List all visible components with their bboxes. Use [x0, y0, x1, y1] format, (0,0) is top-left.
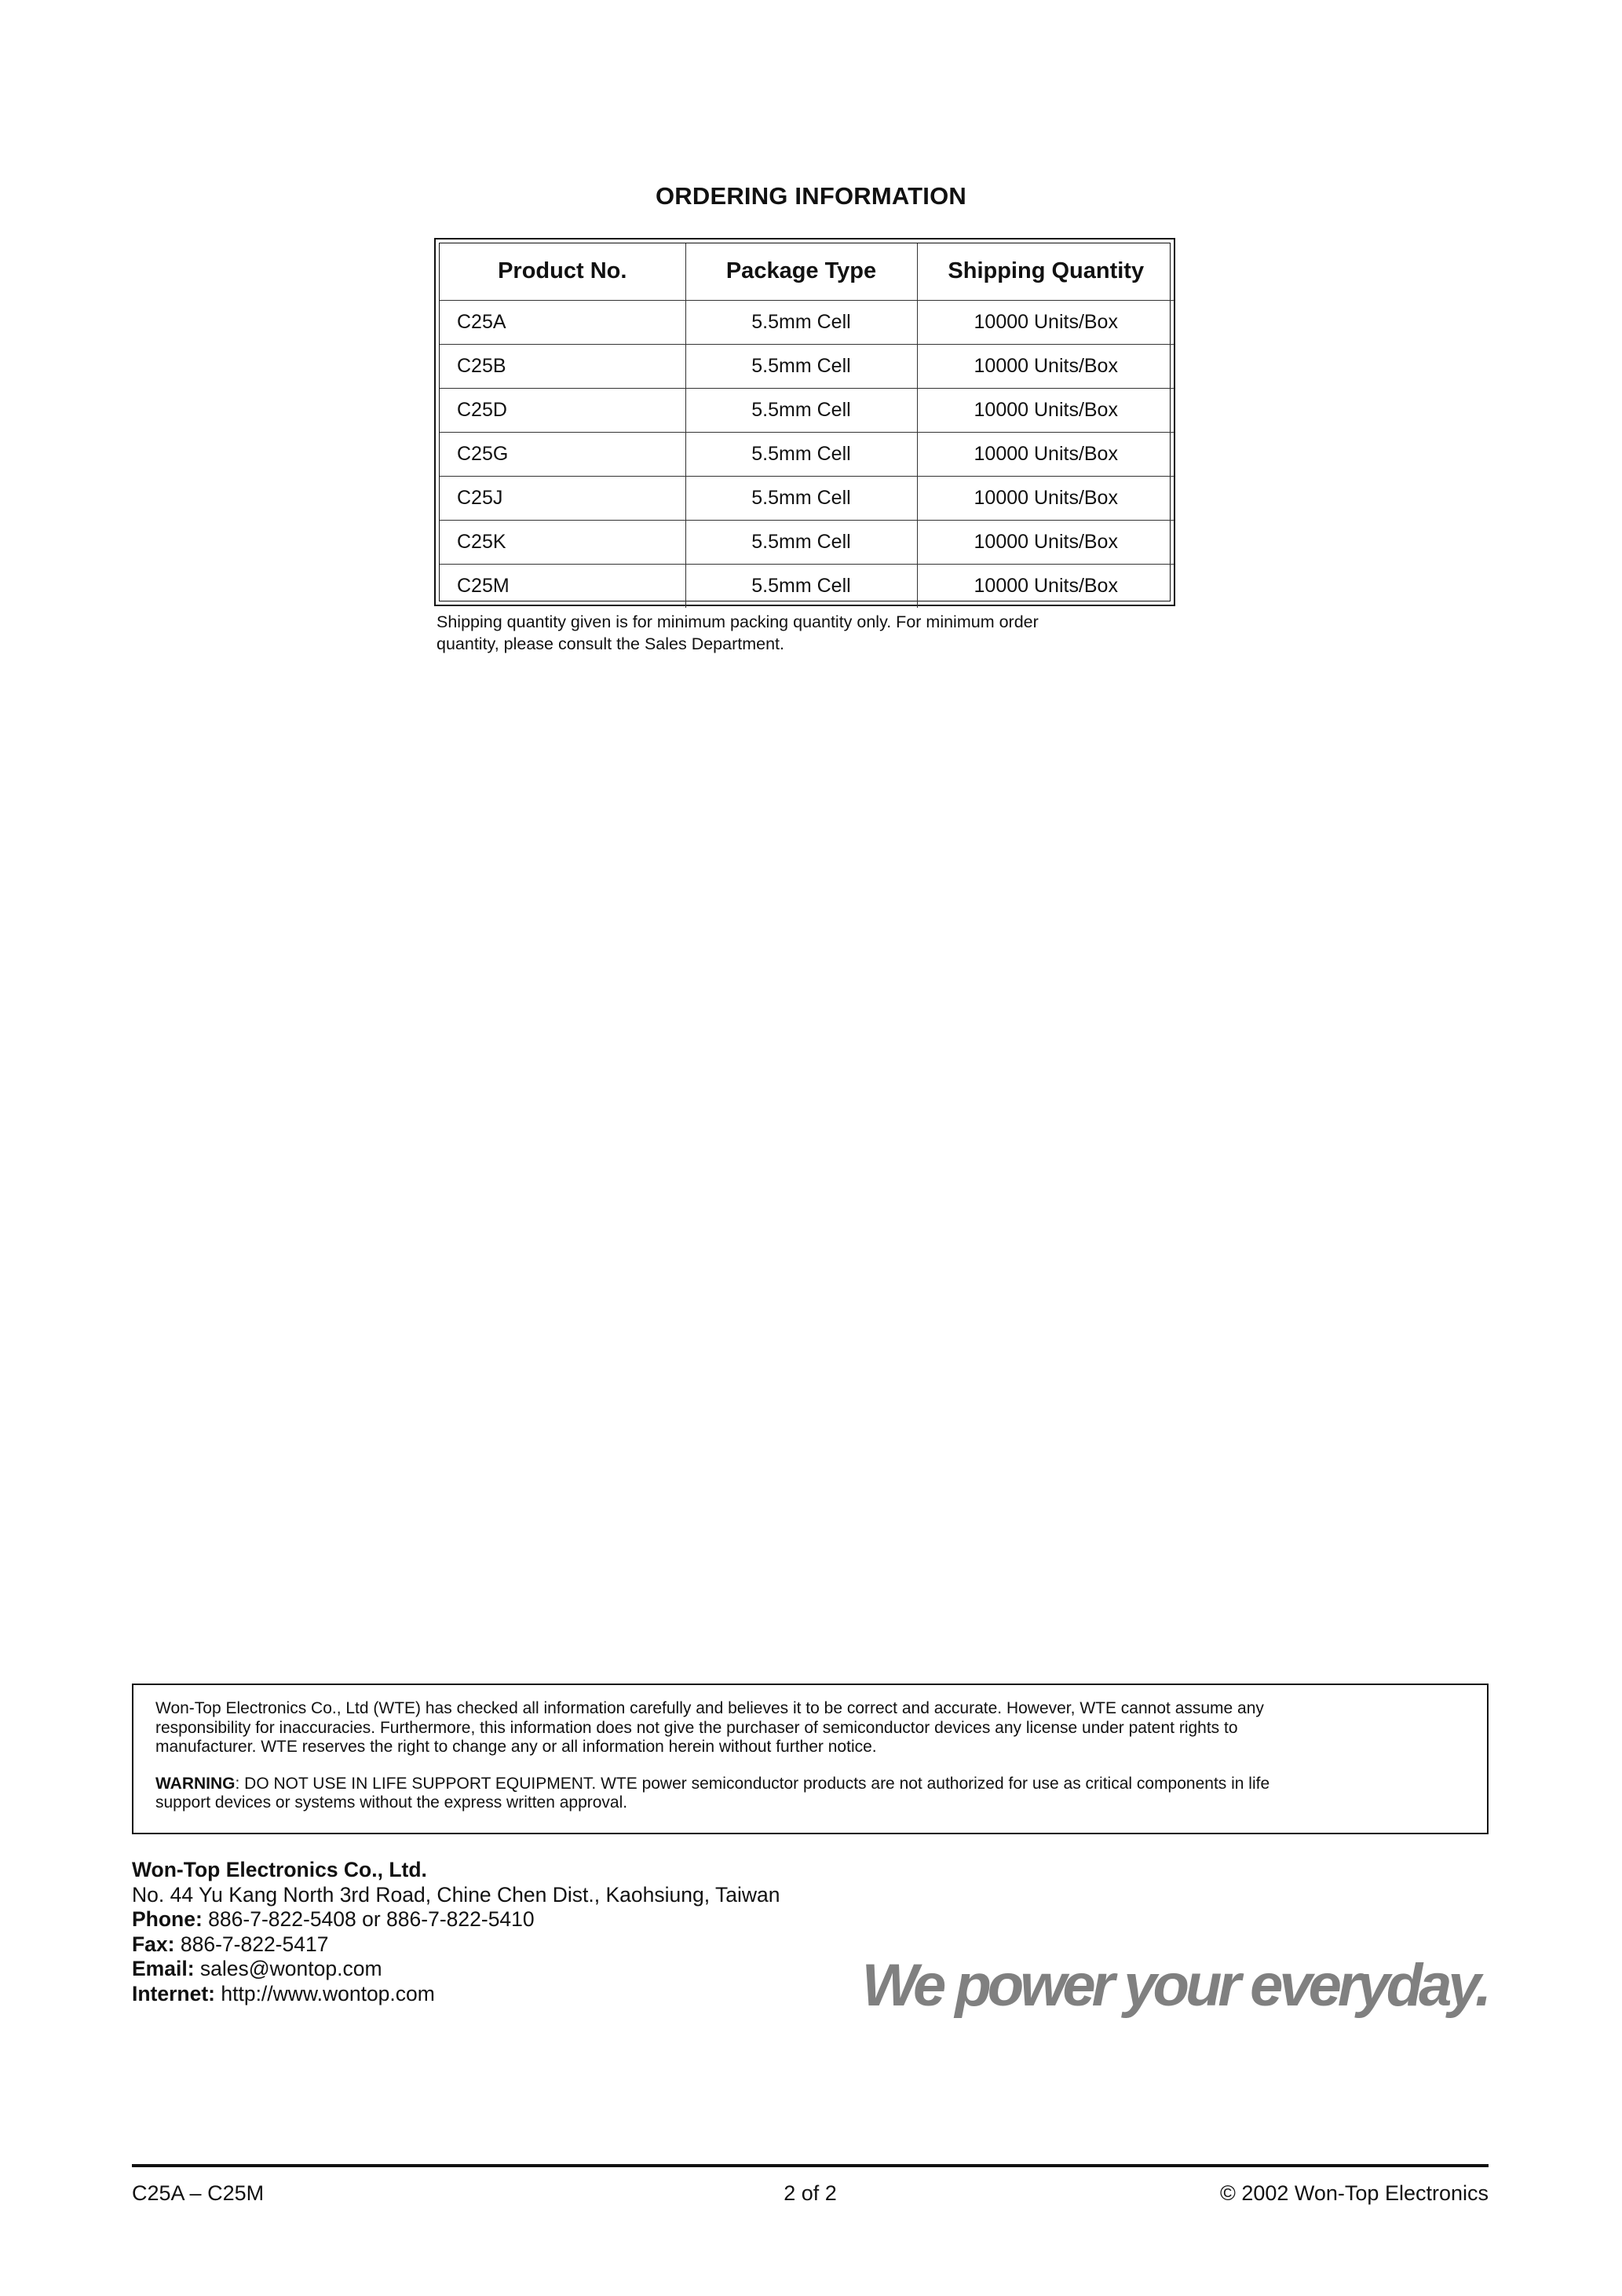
company-name: Won-Top Electronics Co., Ltd.: [132, 1858, 427, 1881]
company-address: No. 44 Yu Kang North 3rd Road, Chine Chen Dist., Kaohsiung, Taiwan: [132, 1882, 780, 1907]
table-row: [440, 344, 1174, 388]
slogan: We power your everyday.: [861, 1952, 1488, 2019]
company-fax: [132, 1932, 780, 1958]
header-product-no: Product No.: [440, 243, 685, 300]
cell-package-type: 5.5mm Cell: [685, 564, 917, 608]
disclaimer-text: [155, 1699, 1465, 1757]
shipping-note-line: quantity, please consult the Sales Department.: [437, 634, 784, 653]
cell-package-type: 5.5mm Cell: [685, 520, 917, 564]
internet-value: http://www.wontop.com: [215, 1981, 435, 2005]
table-header-row: [440, 243, 1174, 300]
header-shipping-quantity: Shipping Quantity: [917, 243, 1174, 300]
company-contact-block: [132, 1858, 780, 2006]
footer-divider: [132, 2164, 1489, 2167]
company-internet: [132, 1982, 780, 2007]
cell-product-no: C25M: [440, 564, 685, 608]
warning-text: [155, 1775, 1465, 1813]
cell-product-no: C25D: [440, 388, 685, 432]
cell-shipping-quantity: 10000 Units/Box: [917, 476, 1174, 520]
cell-shipping-quantity: 10000 Units/Box: [917, 300, 1174, 344]
fax-value: 886-7-822-5417: [174, 1932, 329, 1956]
shipping-note-line: Shipping quantity given is for minimum packing quantity only. For minimum order: [437, 612, 1039, 631]
table-row: [440, 388, 1174, 432]
phone-label: Phone:: [132, 1907, 203, 1931]
cell-package-type: 5.5mm Cell: [685, 388, 917, 432]
warning-line: : DO NOT USE IN LIFE SUPPORT EQUIPMENT. WTE power semiconductor products are not authorized for use as critical components in life: [235, 1774, 1270, 1793]
cell-shipping-quantity: 10000 Units/Box: [917, 564, 1174, 608]
warning-line: support devices or systems without the express written approval.: [155, 1793, 628, 1812]
warning-label: WARNING: [155, 1774, 236, 1793]
cell-product-no: C25A: [440, 300, 685, 344]
cell-package-type: 5.5mm Cell: [685, 300, 917, 344]
phone-value: 886-7-822-5408 or 886-7-822-5410: [202, 1907, 535, 1931]
cell-shipping-quantity: 10000 Units/Box: [917, 520, 1174, 564]
ordering-table-inner-frame: [439, 243, 1171, 601]
table-row: [440, 476, 1174, 520]
footer-copyright: © 2002 Won-Top Electronics: [1219, 2181, 1489, 2205]
disclaimer-line: Won-Top Electronics Co., Ltd (WTE) has checked all information carefully and believes it to be correct and accurate. However, WTE cannot assume any: [155, 1699, 1264, 1717]
cell-package-type: 5.5mm Cell: [685, 344, 917, 388]
cell-package-type: 5.5mm Cell: [685, 432, 917, 476]
email-label: Email:: [132, 1957, 195, 1980]
table-row: [440, 564, 1174, 608]
cell-shipping-quantity: 10000 Units/Box: [917, 432, 1174, 476]
fax-label: Fax:: [132, 1932, 175, 1956]
shipping-note: [437, 611, 1167, 655]
cell-product-no: C25K: [440, 520, 685, 564]
ordering-table-frame: [434, 238, 1175, 606]
company-phone: [132, 1907, 780, 1932]
table-row: [440, 432, 1174, 476]
table-row: [440, 520, 1174, 564]
cell-product-no: C25B: [440, 344, 685, 388]
cell-package-type: 5.5mm Cell: [685, 476, 917, 520]
ordering-table: [440, 243, 1174, 608]
page-title: ORDERING INFORMATION: [655, 182, 967, 210]
company-email: [132, 1957, 780, 1982]
table-row: [440, 300, 1174, 344]
internet-label: Internet:: [132, 1981, 215, 2005]
cell-product-no: C25G: [440, 432, 685, 476]
disclaimer-box: [132, 1684, 1489, 1834]
cell-product-no: C25J: [440, 476, 685, 520]
footer-part-range: C25A – C25M: [132, 2181, 265, 2205]
footer-page-number: 2 of 2: [784, 2181, 837, 2205]
cell-shipping-quantity: 10000 Units/Box: [917, 344, 1174, 388]
header-package-type: Package Type: [685, 243, 917, 300]
cell-shipping-quantity: 10000 Units/Box: [917, 388, 1174, 432]
email-value: sales@wontop.com: [194, 1957, 382, 1980]
disclaimer-line: responsibility for inaccuracies. Furthermore, this information does not give the purchaser of semiconductor devices any license under patent rights to: [155, 1718, 1238, 1737]
disclaimer-line: manufacturer. WTE reserves the right to change any or all information herein without further notice.: [155, 1738, 877, 1756]
